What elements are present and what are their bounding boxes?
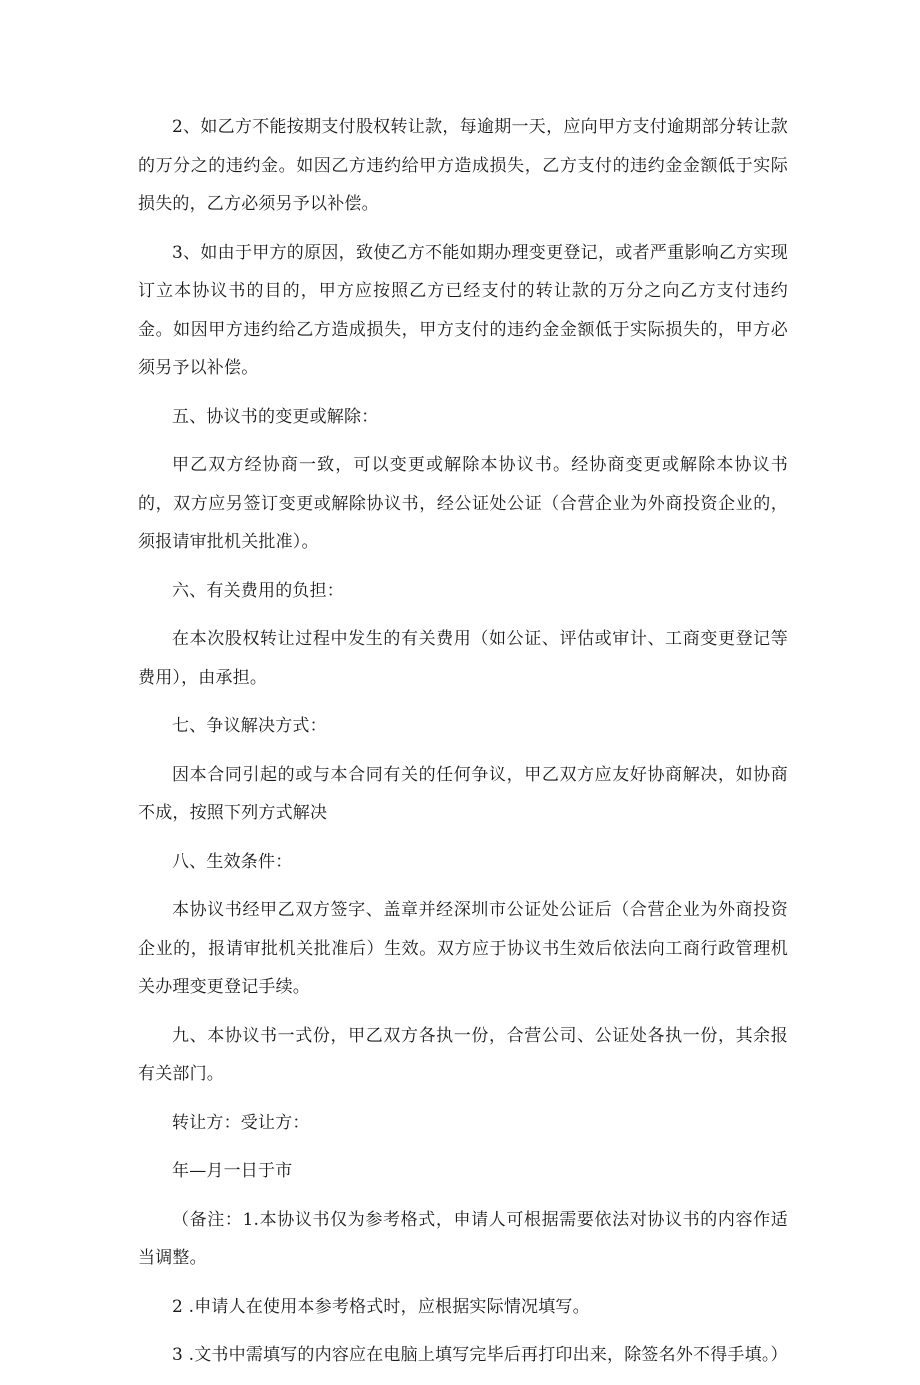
clause-effective: 本协议书经甲乙双方签字、盖章并经深圳市公证处公证后（合营企业为外商投资企业的，报请审批机关批准后）生效。双方应于协议书生效后依法向工商行政管理机关办理变更登记手续。 (138, 900, 788, 997)
clause-breach-party-b: 2、如乙方不能按期支付股权转让款，每逾期一天，应向甲方支付逾期部分转让款的万分之的违约金。如因乙方违约给甲方造成损失，乙方支付的违约金金额低于实际损失的，乙方必须另予以补偿。 (138, 117, 788, 214)
note-1: （备注：1.本协议书仅为参考格式，申请人可根据需要依法对协议书的内容作适当调整。 (138, 1209, 788, 1268)
clause-copies: 九、本协议书一式份，甲乙双方各执一份，合营公司、公证处各执一份，其余报有关部门。 (138, 1025, 788, 1084)
clause-breach-party-a: 3、如由于甲方的原因，致使乙方不能如期办理变更登记，或者严重影响乙方实现订立本协议书的目的，甲方应按照乙方已经支付的转让款的万分之向乙方支付违约金。如因甲方违约给乙方造成损失，甲方支付的违约金金额低于实际损失的，甲方必须另予以补偿。 (138, 242, 788, 378)
note-3: 3 .文书中需填写的内容应在电脑上填写完毕后再打印出来，除签名外不得手填。） (172, 1345, 788, 1365)
signature-line: 转让方：受让方： (172, 1112, 310, 1133)
clause-amendment: 甲乙双方经协商一致，可以变更或解除本协议书。经协商变更或解除本协议书的，双方应另签订变更或解除协议书，经公证处公证（合营企业为外商投资企业的，须报请审批机关批准）。 (138, 455, 788, 552)
clause-dispute: 因本合同引起的或与本合同有关的任何争议，甲乙双方应友好协商解决，如协商不成，按照下列方式解决 (138, 764, 788, 823)
section-heading-dispute: 七、争议解决方式： (172, 716, 327, 736)
section-heading-amendment: 五、协议书的变更或解除： (172, 406, 379, 427)
section-heading-fees: 六、有关费用的负担： (172, 580, 344, 601)
note-2: 2 .申请人在使用本参考格式时，应根据实际情况填写。 (172, 1296, 590, 1317)
section-heading-effective: 八、生效条件： (172, 851, 293, 872)
date-place-line: 年—月一日于市 (172, 1161, 293, 1181)
document-page (138, 108, 788, 1385)
clause-fees: 在本次股权转让过程中发生的有关费用（如公证、评估或审计、工商变更登记等费用），由承担。 (138, 629, 788, 688)
